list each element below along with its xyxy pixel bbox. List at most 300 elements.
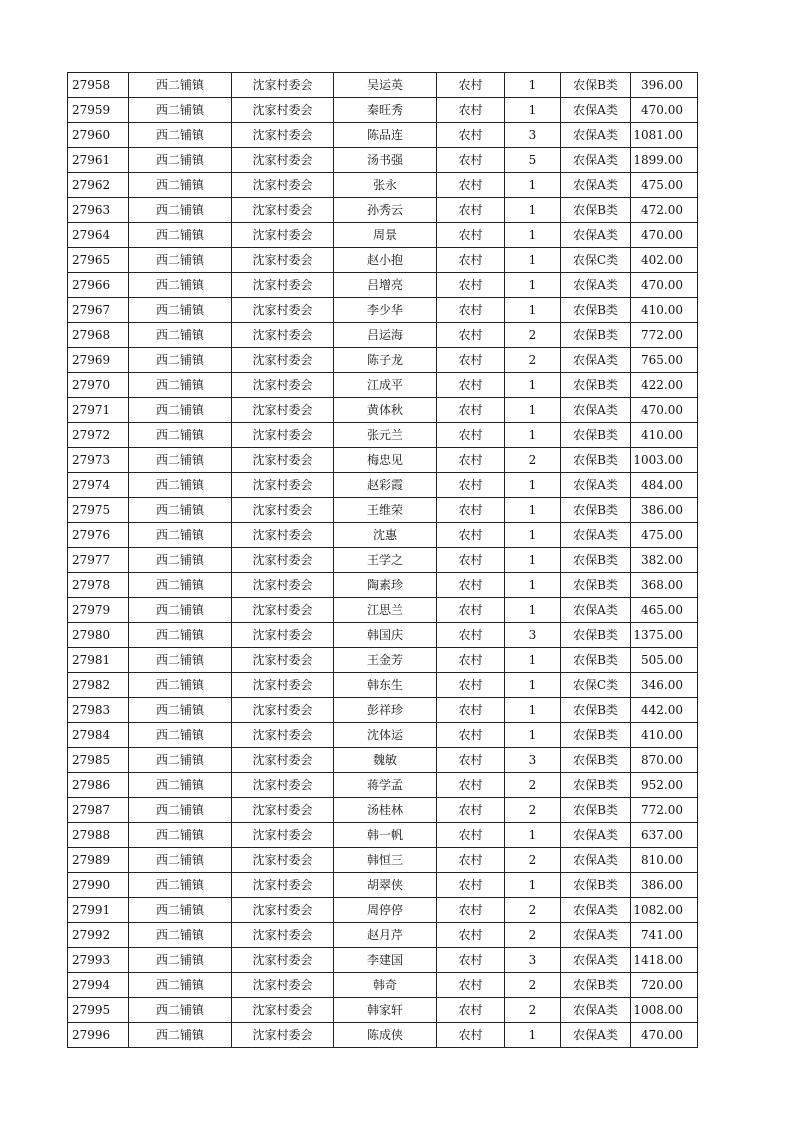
table-row	[68, 73, 698, 98]
record-id-cell: 27968	[68, 323, 129, 348]
town-cell: 西二铺镇	[129, 698, 232, 723]
amount-cell: 368.00	[631, 573, 698, 598]
amount-cell: 465.00	[631, 598, 698, 623]
town-cell: 西二铺镇	[129, 548, 232, 573]
area-type-cell: 农村	[437, 448, 505, 473]
village-committee-cell: 沈家村委会	[232, 373, 334, 398]
town-cell: 西二铺镇	[129, 98, 232, 123]
amount-cell: 470.00	[631, 1023, 698, 1048]
record-id-cell: 27960	[68, 123, 129, 148]
insurance-category-cell: 农保B类	[561, 498, 631, 523]
amount-cell: 720.00	[631, 973, 698, 998]
table-row	[68, 623, 698, 648]
record-id-cell: 27983	[68, 698, 129, 723]
town-cell: 西二铺镇	[129, 198, 232, 223]
village-committee-cell: 沈家村委会	[232, 398, 334, 423]
record-id-cell: 27958	[68, 73, 129, 98]
area-type-cell: 农村	[437, 373, 505, 398]
area-type-cell: 农村	[437, 423, 505, 448]
insurance-category-cell: 农保A类	[561, 173, 631, 198]
village-committee-cell: 沈家村委会	[232, 598, 334, 623]
name-cell: 李建国	[334, 948, 437, 973]
record-id-cell: 27967	[68, 298, 129, 323]
village-committee-cell: 沈家村委会	[232, 723, 334, 748]
village-committee-cell: 沈家村委会	[232, 523, 334, 548]
record-id-cell: 27975	[68, 498, 129, 523]
household-size-cell: 1	[505, 823, 561, 848]
amount-cell: 470.00	[631, 98, 698, 123]
household-size-cell: 1	[505, 698, 561, 723]
table-row	[68, 298, 698, 323]
table-row	[68, 998, 698, 1023]
amount-cell: 1003.00	[631, 448, 698, 473]
name-cell: 张永	[334, 173, 437, 198]
name-cell: 王维荣	[334, 498, 437, 523]
amount-cell: 470.00	[631, 223, 698, 248]
name-cell: 彭祥珍	[334, 698, 437, 723]
table-row	[68, 448, 698, 473]
insurance-category-cell: 农保B类	[561, 973, 631, 998]
insurance-category-cell: 农保B类	[561, 873, 631, 898]
household-size-cell: 1	[505, 573, 561, 598]
area-type-cell: 农村	[437, 273, 505, 298]
village-committee-cell: 沈家村委会	[232, 73, 334, 98]
name-cell: 王学之	[334, 548, 437, 573]
record-id-cell: 27963	[68, 198, 129, 223]
amount-cell: 1082.00	[631, 898, 698, 923]
table-row	[68, 923, 698, 948]
village-committee-cell: 沈家村委会	[232, 773, 334, 798]
household-size-cell: 1	[505, 98, 561, 123]
amount-cell: 772.00	[631, 798, 698, 823]
name-cell: 王金芳	[334, 648, 437, 673]
town-cell: 西二铺镇	[129, 223, 232, 248]
area-type-cell: 农村	[437, 523, 505, 548]
insurance-category-cell: 农保B类	[561, 448, 631, 473]
table-row	[68, 698, 698, 723]
insurance-category-cell: 农保A类	[561, 348, 631, 373]
household-size-cell: 1	[505, 273, 561, 298]
name-cell: 胡翠侠	[334, 873, 437, 898]
area-type-cell: 农村	[437, 998, 505, 1023]
record-id-cell: 27995	[68, 998, 129, 1023]
record-id-cell: 27985	[68, 748, 129, 773]
name-cell: 江成平	[334, 373, 437, 398]
table-row	[68, 598, 698, 623]
town-cell: 西二铺镇	[129, 848, 232, 873]
name-cell: 韩恒三	[334, 848, 437, 873]
record-id-cell: 27959	[68, 98, 129, 123]
table-row	[68, 348, 698, 373]
town-cell: 西二铺镇	[129, 498, 232, 523]
area-type-cell: 农村	[437, 848, 505, 873]
table-row	[68, 148, 698, 173]
town-cell: 西二铺镇	[129, 673, 232, 698]
village-committee-cell: 沈家村委会	[232, 123, 334, 148]
area-type-cell: 农村	[437, 248, 505, 273]
household-size-cell: 2	[505, 798, 561, 823]
insurance-category-cell: 农保A类	[561, 273, 631, 298]
area-type-cell: 农村	[437, 623, 505, 648]
town-cell: 西二铺镇	[129, 898, 232, 923]
name-cell: 秦旺秀	[334, 98, 437, 123]
village-committee-cell: 沈家村委会	[232, 248, 334, 273]
amount-cell: 382.00	[631, 548, 698, 573]
amount-cell: 386.00	[631, 873, 698, 898]
insurance-category-cell: 农保B类	[561, 798, 631, 823]
name-cell: 蒋学孟	[334, 773, 437, 798]
table-row	[68, 323, 698, 348]
insurance-category-cell: 农保A类	[561, 473, 631, 498]
table-row	[68, 573, 698, 598]
area-type-cell: 农村	[437, 648, 505, 673]
household-size-cell: 1	[505, 1023, 561, 1048]
village-committee-cell: 沈家村委会	[232, 323, 334, 348]
name-cell: 吴运英	[334, 73, 437, 98]
household-size-cell: 1	[505, 298, 561, 323]
insurance-category-cell: 农保B类	[561, 623, 631, 648]
area-type-cell: 农村	[437, 348, 505, 373]
table-row	[68, 223, 698, 248]
household-size-cell: 3	[505, 948, 561, 973]
table-row	[68, 948, 698, 973]
amount-cell: 1418.00	[631, 948, 698, 973]
record-id-cell: 27996	[68, 1023, 129, 1048]
name-cell: 韩国庆	[334, 623, 437, 648]
amount-cell: 765.00	[631, 348, 698, 373]
town-cell: 西二铺镇	[129, 648, 232, 673]
town-cell: 西二铺镇	[129, 723, 232, 748]
amount-cell: 1899.00	[631, 148, 698, 173]
name-cell: 韩家轩	[334, 998, 437, 1023]
amount-cell: 396.00	[631, 73, 698, 98]
table-body	[68, 73, 698, 1048]
village-committee-cell: 沈家村委会	[232, 848, 334, 873]
area-type-cell: 农村	[437, 823, 505, 848]
name-cell: 吕运海	[334, 323, 437, 348]
insurance-category-cell: 农保C类	[561, 248, 631, 273]
record-id-cell: 27966	[68, 273, 129, 298]
record-id-cell: 27964	[68, 223, 129, 248]
town-cell: 西二铺镇	[129, 273, 232, 298]
household-size-cell: 1	[505, 223, 561, 248]
household-size-cell: 1	[505, 548, 561, 573]
table-row	[68, 798, 698, 823]
insurance-category-cell: 农保B类	[561, 648, 631, 673]
town-cell: 西二铺镇	[129, 573, 232, 598]
insurance-category-cell: 农保A类	[561, 598, 631, 623]
record-id-cell: 27965	[68, 248, 129, 273]
village-committee-cell: 沈家村委会	[232, 1023, 334, 1048]
insurance-category-cell: 农保A类	[561, 823, 631, 848]
record-id-cell: 27982	[68, 673, 129, 698]
area-type-cell: 农村	[437, 198, 505, 223]
amount-cell: 810.00	[631, 848, 698, 873]
table-row	[68, 648, 698, 673]
name-cell: 周停停	[334, 898, 437, 923]
town-cell: 西二铺镇	[129, 123, 232, 148]
table-row	[68, 373, 698, 398]
village-committee-cell: 沈家村委会	[232, 273, 334, 298]
name-cell: 陶素珍	[334, 573, 437, 598]
table-row	[68, 423, 698, 448]
record-id-cell: 27969	[68, 348, 129, 373]
area-type-cell: 农村	[437, 73, 505, 98]
amount-cell: 637.00	[631, 823, 698, 848]
household-size-cell: 2	[505, 898, 561, 923]
name-cell: 汤桂林	[334, 798, 437, 823]
village-committee-cell: 沈家村委会	[232, 98, 334, 123]
household-size-cell: 1	[505, 373, 561, 398]
village-committee-cell: 沈家村委会	[232, 998, 334, 1023]
amount-cell: 1081.00	[631, 123, 698, 148]
record-id-cell: 27988	[68, 823, 129, 848]
area-type-cell: 农村	[437, 698, 505, 723]
household-size-cell: 2	[505, 448, 561, 473]
area-type-cell: 农村	[437, 398, 505, 423]
town-cell: 西二铺镇	[129, 298, 232, 323]
town-cell: 西二铺镇	[129, 348, 232, 373]
record-id-cell: 27989	[68, 848, 129, 873]
amount-cell: 386.00	[631, 498, 698, 523]
town-cell: 西二铺镇	[129, 798, 232, 823]
insurance-category-cell: 农保A类	[561, 523, 631, 548]
town-cell: 西二铺镇	[129, 173, 232, 198]
name-cell: 魏敏	[334, 748, 437, 773]
town-cell: 西二铺镇	[129, 323, 232, 348]
town-cell: 西二铺镇	[129, 973, 232, 998]
name-cell: 赵彩霞	[334, 473, 437, 498]
village-committee-cell: 沈家村委会	[232, 348, 334, 373]
town-cell: 西二铺镇	[129, 73, 232, 98]
town-cell: 西二铺镇	[129, 423, 232, 448]
area-type-cell: 农村	[437, 723, 505, 748]
town-cell: 西二铺镇	[129, 623, 232, 648]
household-size-cell: 2	[505, 348, 561, 373]
name-cell: 韩奇	[334, 973, 437, 998]
insurance-category-cell: 农保B类	[561, 773, 631, 798]
area-type-cell: 农村	[437, 323, 505, 348]
record-id-cell: 27980	[68, 623, 129, 648]
village-committee-cell: 沈家村委会	[232, 923, 334, 948]
town-cell: 西二铺镇	[129, 148, 232, 173]
record-id-cell: 27990	[68, 873, 129, 898]
table-row	[68, 723, 698, 748]
record-id-cell: 27981	[68, 648, 129, 673]
table-row	[68, 873, 698, 898]
area-type-cell: 农村	[437, 973, 505, 998]
household-size-cell: 2	[505, 998, 561, 1023]
household-size-cell: 1	[505, 673, 561, 698]
table-row	[68, 823, 698, 848]
village-committee-cell: 沈家村委会	[232, 898, 334, 923]
insurance-category-cell: 农保A类	[561, 1023, 631, 1048]
village-committee-cell: 沈家村委会	[232, 973, 334, 998]
record-id-cell: 27994	[68, 973, 129, 998]
insurance-category-cell: 农保B类	[561, 198, 631, 223]
village-committee-cell: 沈家村委会	[232, 173, 334, 198]
area-type-cell: 农村	[437, 948, 505, 973]
insurance-category-cell: 农保A类	[561, 898, 631, 923]
record-id-cell: 27970	[68, 373, 129, 398]
household-size-cell: 2	[505, 773, 561, 798]
table-row	[68, 498, 698, 523]
household-size-cell: 1	[505, 73, 561, 98]
table-row	[68, 1023, 698, 1048]
name-cell: 韩一帆	[334, 823, 437, 848]
area-type-cell: 农村	[437, 123, 505, 148]
record-id-cell: 27992	[68, 923, 129, 948]
insurance-category-cell: 农保B类	[561, 548, 631, 573]
town-cell: 西二铺镇	[129, 773, 232, 798]
household-size-cell: 1	[505, 398, 561, 423]
name-cell: 梅忠见	[334, 448, 437, 473]
area-type-cell: 农村	[437, 873, 505, 898]
household-size-cell: 1	[505, 723, 561, 748]
village-committee-cell: 沈家村委会	[232, 798, 334, 823]
area-type-cell: 农村	[437, 798, 505, 823]
household-size-cell: 2	[505, 848, 561, 873]
insurance-category-cell: 农保B类	[561, 748, 631, 773]
table-row	[68, 473, 698, 498]
area-type-cell: 农村	[437, 498, 505, 523]
amount-cell: 505.00	[631, 648, 698, 673]
household-size-cell: 3	[505, 123, 561, 148]
village-committee-cell: 沈家村委会	[232, 298, 334, 323]
name-cell: 赵小抱	[334, 248, 437, 273]
table-row	[68, 548, 698, 573]
area-type-cell: 农村	[437, 673, 505, 698]
insurance-category-cell: 农保A类	[561, 848, 631, 873]
town-cell: 西二铺镇	[129, 948, 232, 973]
record-id-cell: 27976	[68, 523, 129, 548]
amount-cell: 484.00	[631, 473, 698, 498]
table-row	[68, 973, 698, 998]
area-type-cell: 农村	[437, 898, 505, 923]
insurance-category-cell: 农保A类	[561, 998, 631, 1023]
area-type-cell: 农村	[437, 748, 505, 773]
record-id-cell: 27979	[68, 598, 129, 623]
area-type-cell: 农村	[437, 548, 505, 573]
name-cell: 周景	[334, 223, 437, 248]
village-committee-cell: 沈家村委会	[232, 823, 334, 848]
table-row	[68, 273, 698, 298]
table-row	[68, 773, 698, 798]
name-cell: 沈惠	[334, 523, 437, 548]
household-size-cell: 2	[505, 923, 561, 948]
amount-cell: 402.00	[631, 248, 698, 273]
record-id-cell: 27974	[68, 473, 129, 498]
insurance-category-cell: 农保B类	[561, 698, 631, 723]
area-type-cell: 农村	[437, 223, 505, 248]
amount-cell: 422.00	[631, 373, 698, 398]
household-size-cell: 1	[505, 523, 561, 548]
insurance-category-cell: 农保A类	[561, 398, 631, 423]
village-committee-cell: 沈家村委会	[232, 673, 334, 698]
town-cell: 西二铺镇	[129, 873, 232, 898]
household-size-cell: 1	[505, 473, 561, 498]
amount-cell: 475.00	[631, 173, 698, 198]
village-committee-cell: 沈家村委会	[232, 948, 334, 973]
household-size-cell: 1	[505, 648, 561, 673]
village-committee-cell: 沈家村委会	[232, 623, 334, 648]
household-size-cell: 1	[505, 873, 561, 898]
amount-cell: 346.00	[631, 673, 698, 698]
amount-cell: 741.00	[631, 923, 698, 948]
area-type-cell: 农村	[437, 1023, 505, 1048]
table-row	[68, 673, 698, 698]
village-committee-cell: 沈家村委会	[232, 573, 334, 598]
village-committee-cell: 沈家村委会	[232, 873, 334, 898]
insurance-category-cell: 农保A类	[561, 148, 631, 173]
amount-cell: 772.00	[631, 323, 698, 348]
insurance-category-cell: 农保B类	[561, 323, 631, 348]
name-cell: 陈子龙	[334, 348, 437, 373]
area-type-cell: 农村	[437, 598, 505, 623]
village-committee-cell: 沈家村委会	[232, 473, 334, 498]
name-cell: 黄体秋	[334, 398, 437, 423]
insurance-category-cell: 农保A类	[561, 948, 631, 973]
town-cell: 西二铺镇	[129, 998, 232, 1023]
household-size-cell: 5	[505, 148, 561, 173]
town-cell: 西二铺镇	[129, 598, 232, 623]
household-size-cell: 2	[505, 323, 561, 348]
table-row	[68, 248, 698, 273]
village-committee-cell: 沈家村委会	[232, 498, 334, 523]
amount-cell: 472.00	[631, 198, 698, 223]
area-type-cell: 农村	[437, 173, 505, 198]
amount-cell: 1375.00	[631, 623, 698, 648]
insurance-category-cell: 农保A类	[561, 123, 631, 148]
insurance-category-cell: 农保B类	[561, 373, 631, 398]
name-cell: 孙秀云	[334, 198, 437, 223]
insurance-category-cell: 农保A类	[561, 923, 631, 948]
record-id-cell: 27971	[68, 398, 129, 423]
town-cell: 西二铺镇	[129, 823, 232, 848]
name-cell: 吕增亮	[334, 273, 437, 298]
village-committee-cell: 沈家村委会	[232, 748, 334, 773]
name-cell: 陈成侠	[334, 1023, 437, 1048]
name-cell: 沈体运	[334, 723, 437, 748]
record-id-cell: 27984	[68, 723, 129, 748]
table-row	[68, 398, 698, 423]
town-cell: 西二铺镇	[129, 248, 232, 273]
town-cell: 西二铺镇	[129, 523, 232, 548]
record-id-cell: 27978	[68, 573, 129, 598]
table-row	[68, 748, 698, 773]
village-committee-cell: 沈家村委会	[232, 223, 334, 248]
village-committee-cell: 沈家村委会	[232, 648, 334, 673]
amount-cell: 952.00	[631, 773, 698, 798]
town-cell: 西二铺镇	[129, 923, 232, 948]
record-id-cell: 27991	[68, 898, 129, 923]
record-id-cell: 27986	[68, 773, 129, 798]
record-id-cell: 27961	[68, 148, 129, 173]
insurance-category-cell: 农保B类	[561, 723, 631, 748]
name-cell: 赵月芹	[334, 923, 437, 948]
area-type-cell: 农村	[437, 573, 505, 598]
table-row	[68, 123, 698, 148]
town-cell: 西二铺镇	[129, 373, 232, 398]
amount-cell: 1008.00	[631, 998, 698, 1023]
insurance-category-cell: 农保B类	[561, 573, 631, 598]
area-type-cell: 农村	[437, 473, 505, 498]
record-id-cell: 27987	[68, 798, 129, 823]
amount-cell: 442.00	[631, 698, 698, 723]
town-cell: 西二铺镇	[129, 748, 232, 773]
insurance-category-cell: 农保C类	[561, 673, 631, 698]
town-cell: 西二铺镇	[129, 398, 232, 423]
